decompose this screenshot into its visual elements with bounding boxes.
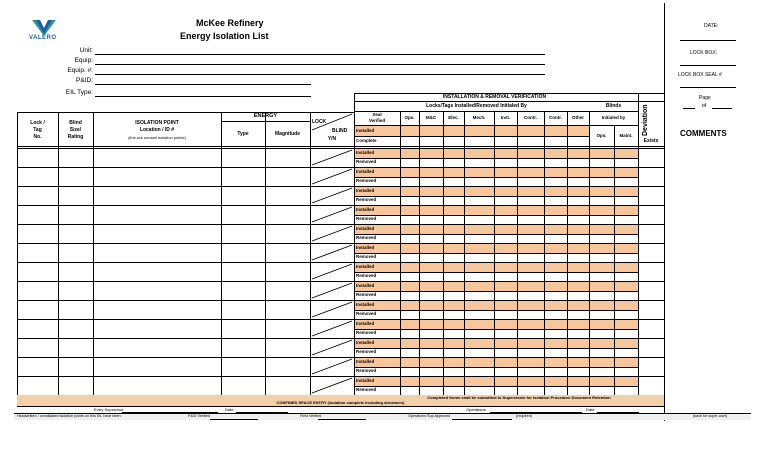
installed-label: Installed bbox=[356, 245, 375, 250]
blinds-initialed-header: Initialed by bbox=[601, 115, 626, 120]
table-cell-input[interactable] bbox=[639, 244, 664, 262]
table-cell-input[interactable] bbox=[59, 168, 93, 186]
craft-header: Elec. bbox=[448, 115, 459, 120]
installed-label: Installed bbox=[356, 359, 375, 364]
deviation-header: Deviation bbox=[642, 104, 649, 136]
installed-shade-row bbox=[401, 358, 638, 367]
mid-row-rule bbox=[354, 196, 638, 197]
installed-label: Installed bbox=[356, 226, 375, 231]
table-cell-input[interactable] bbox=[18, 282, 58, 300]
installed-label: Installed bbox=[356, 302, 375, 307]
lock-blind-row-diagonal[interactable] bbox=[310, 167, 354, 186]
table-cell-input[interactable] bbox=[59, 301, 93, 319]
removed-label: Removed bbox=[356, 235, 377, 240]
table-cell-input[interactable] bbox=[639, 149, 664, 167]
mid-row-rule bbox=[354, 234, 638, 235]
header-craft-installed-cell bbox=[545, 126, 567, 136]
blind-col-header: Maint. bbox=[619, 133, 633, 138]
installed-shade-row bbox=[401, 168, 638, 177]
table-cell-input[interactable] bbox=[59, 187, 93, 205]
table-cell-input[interactable] bbox=[94, 225, 221, 243]
lock-blind-row-diagonal[interactable] bbox=[310, 243, 354, 262]
table-cell-input[interactable] bbox=[639, 206, 664, 224]
lock-blind-row-diagonal[interactable] bbox=[310, 300, 354, 319]
table-cell-input[interactable] bbox=[266, 339, 310, 357]
bottom-band bbox=[14, 413, 751, 420]
installed-label: Installed bbox=[356, 340, 375, 345]
table-cell-input[interactable] bbox=[59, 339, 93, 357]
page-subtitle: Energy Isolation List bbox=[180, 31, 269, 41]
table-cell-input[interactable] bbox=[94, 206, 221, 224]
table-cell-input[interactable] bbox=[94, 244, 221, 262]
page-total-line bbox=[712, 108, 732, 109]
table-cell-input[interactable] bbox=[266, 358, 310, 376]
bottom-note: Handwritten / unvalidated isolation points on this EIL have been: bbox=[17, 414, 122, 418]
table-cell-input[interactable] bbox=[18, 358, 58, 376]
page-label: Page bbox=[699, 95, 711, 101]
table-cell-input[interactable] bbox=[59, 282, 93, 300]
seal-verified-header: Seal bbox=[372, 112, 382, 117]
installed-label: Installed bbox=[356, 150, 375, 155]
installed-shade-row bbox=[401, 301, 638, 310]
header-craft-installed-cell bbox=[518, 126, 544, 136]
mid-row-rule bbox=[354, 310, 638, 311]
lock-tag-header: Tag bbox=[33, 127, 42, 133]
field-label: Unit: bbox=[79, 47, 93, 54]
installed-label: Installed bbox=[356, 378, 375, 383]
installed-shade-row bbox=[401, 377, 638, 386]
table-cell-input[interactable] bbox=[18, 377, 58, 395]
table-cell-input[interactable] bbox=[266, 377, 310, 395]
blind-col-header: Ops. bbox=[596, 133, 607, 138]
bottom-note: Operations Sup Approved bbox=[408, 414, 451, 418]
date-line bbox=[680, 40, 736, 41]
table-cell-input[interactable] bbox=[94, 320, 221, 338]
locks-tags-header: Locks/Tags Installed/Removed Initialed By bbox=[426, 103, 527, 109]
install-title-rule bbox=[354, 101, 664, 102]
table-cell-input[interactable] bbox=[18, 149, 58, 167]
blind-header: BLIND bbox=[332, 128, 348, 134]
installed-shade-row bbox=[401, 149, 638, 158]
removed-label: Removed bbox=[356, 311, 377, 316]
table-cell-input[interactable] bbox=[266, 225, 310, 243]
table-cell-input[interactable] bbox=[222, 282, 265, 300]
craft-header: Inst. bbox=[500, 115, 511, 120]
lock-blind-row-diagonal[interactable] bbox=[310, 357, 354, 376]
field-input-line[interactable] bbox=[95, 74, 545, 75]
removed-label: Removed bbox=[356, 292, 377, 297]
lock-blind-row-diagonal[interactable] bbox=[310, 224, 354, 243]
table-cell-input[interactable] bbox=[639, 225, 664, 243]
mid-row-rule bbox=[354, 348, 638, 349]
installed-shade-row bbox=[401, 282, 638, 291]
table-cell-input[interactable] bbox=[18, 263, 58, 281]
ops-sup-approved-line[interactable] bbox=[452, 419, 512, 420]
lock-tag-header: Lock / bbox=[30, 120, 45, 126]
table-cell-input[interactable] bbox=[266, 301, 310, 319]
bottom-note: P&ID Verified bbox=[188, 414, 210, 418]
header-craft-installed-cell bbox=[465, 126, 494, 136]
field-label: Equip: bbox=[74, 57, 93, 64]
installed-shade-row bbox=[401, 225, 638, 234]
removed-label: Removed bbox=[356, 273, 377, 278]
table-cell-input[interactable] bbox=[639, 320, 664, 338]
installed-shade-row bbox=[401, 320, 638, 329]
craft-header: Contr. bbox=[549, 115, 562, 120]
installed-shade-row bbox=[401, 263, 638, 272]
table-cell-input[interactable] bbox=[59, 358, 93, 376]
strike-note: (line-out unused isolation points) bbox=[128, 135, 186, 140]
table-cell-input[interactable] bbox=[266, 187, 310, 205]
table-cell-input[interactable] bbox=[94, 263, 221, 281]
mid-row-rule bbox=[354, 291, 638, 292]
lock-blind-row-diagonal[interactable] bbox=[310, 205, 354, 224]
removed-label: Removed bbox=[356, 368, 377, 373]
table-cell-input[interactable] bbox=[222, 225, 265, 243]
energy-magnitude-header: Magnitude bbox=[275, 131, 300, 137]
lock-blind-row-diagonal[interactable] bbox=[310, 338, 354, 357]
table-cell-input[interactable] bbox=[639, 339, 664, 357]
lock-blind-row-diagonal[interactable] bbox=[310, 281, 354, 300]
table-cell-input[interactable] bbox=[18, 244, 58, 262]
table-cell-input[interactable] bbox=[59, 225, 93, 243]
field-verified-line[interactable] bbox=[318, 419, 366, 420]
operations-label: Operations bbox=[466, 407, 486, 412]
field-input-line[interactable] bbox=[95, 84, 311, 85]
mid-row-rule bbox=[354, 215, 638, 216]
lockbox-line bbox=[680, 65, 736, 66]
table-cell-input[interactable] bbox=[266, 168, 310, 186]
field-input-line[interactable] bbox=[95, 54, 545, 55]
field-input-line[interactable] bbox=[95, 64, 545, 65]
table-cell-input[interactable] bbox=[94, 377, 221, 395]
table-cell-input[interactable] bbox=[18, 187, 58, 205]
table-cell-input[interactable] bbox=[639, 377, 664, 395]
table-cell-input[interactable] bbox=[222, 377, 265, 395]
pid-verified-line[interactable] bbox=[210, 419, 258, 420]
header-craft-installed-cell bbox=[568, 126, 589, 136]
installed-label: Installed bbox=[356, 283, 375, 288]
table-cell-input[interactable] bbox=[266, 320, 310, 338]
table-cell-input[interactable] bbox=[639, 187, 664, 205]
table-cell-input[interactable] bbox=[266, 244, 310, 262]
table-cell-input[interactable] bbox=[94, 339, 221, 357]
craft-header: Ops. bbox=[404, 115, 415, 120]
lock-blind-row-diagonal[interactable] bbox=[310, 186, 354, 205]
table-cell-input[interactable] bbox=[94, 358, 221, 376]
lockbox-seal-label: LOCK BOX SEAL # bbox=[678, 72, 722, 78]
removed-label: Removed bbox=[356, 197, 377, 202]
bottom-note: (save for super-user) bbox=[693, 414, 728, 418]
header-craft-installed-cell bbox=[495, 126, 517, 136]
lock-blind-row-diagonal[interactable] bbox=[310, 376, 354, 395]
removed-label: Removed bbox=[356, 349, 377, 354]
removed-label: Removed bbox=[356, 254, 377, 259]
mid-row-rule bbox=[354, 386, 638, 387]
lockbox-seal-line bbox=[680, 87, 736, 88]
install-removal-header: INSTALLATION & REMOVAL VERIFICATION bbox=[442, 94, 547, 100]
table-cell-input[interactable] bbox=[59, 206, 93, 224]
table-cell-input[interactable] bbox=[222, 301, 265, 319]
mid-row-rule bbox=[354, 272, 638, 273]
yn-header: Y/N bbox=[327, 136, 337, 142]
table-cell-input[interactable] bbox=[222, 149, 265, 167]
table-cell-input[interactable] bbox=[18, 320, 58, 338]
table-cell-input[interactable] bbox=[639, 282, 664, 300]
field-label: P&ID: bbox=[76, 77, 93, 84]
table-cell-input[interactable] bbox=[94, 149, 221, 167]
blinds-header: Blinds bbox=[605, 103, 622, 109]
table-cell-input[interactable] bbox=[222, 320, 265, 338]
table-cell-input[interactable] bbox=[59, 244, 93, 262]
removed-label: Removed bbox=[356, 178, 377, 183]
table-cell-input[interactable] bbox=[222, 187, 265, 205]
mid-row-rule bbox=[354, 329, 638, 330]
table-cell-input[interactable] bbox=[222, 263, 265, 281]
energy-type-header: Type bbox=[237, 131, 249, 137]
table-cell-input[interactable] bbox=[59, 263, 93, 281]
mid-row-rule bbox=[354, 367, 638, 368]
installed-shade-row bbox=[401, 339, 638, 348]
craft-header: Contr. bbox=[524, 115, 537, 120]
comments-heading: COMMENTS bbox=[680, 129, 727, 138]
blind-size-header: Rating bbox=[67, 134, 84, 140]
table-cell-input[interactable] bbox=[59, 377, 93, 395]
valero-logo bbox=[28, 18, 60, 44]
removed-label: Removed bbox=[356, 330, 377, 335]
mid-row-rule bbox=[354, 158, 638, 159]
complete-row-rule bbox=[400, 136, 589, 137]
complete-header-label: Complete bbox=[356, 138, 377, 143]
field-input-line[interactable] bbox=[95, 96, 311, 97]
table-cell-input[interactable] bbox=[94, 187, 221, 205]
table-cell-input[interactable] bbox=[266, 282, 310, 300]
table-cell-input[interactable] bbox=[222, 339, 265, 357]
table-cell-input[interactable] bbox=[266, 149, 310, 167]
craft-header: Mech. bbox=[472, 115, 486, 120]
page-number-line bbox=[683, 108, 695, 109]
mid-row-rule bbox=[354, 253, 638, 254]
table-cell-input[interactable] bbox=[18, 339, 58, 357]
of-label: of bbox=[702, 103, 707, 109]
table-cell-input[interactable] bbox=[266, 263, 310, 281]
header-craft-installed-cell bbox=[401, 126, 419, 136]
table-cell-input[interactable] bbox=[18, 168, 58, 186]
table-cell-input[interactable] bbox=[94, 282, 221, 300]
table-cell-input[interactable] bbox=[18, 225, 58, 243]
table-cell-input[interactable] bbox=[639, 301, 664, 319]
table-cell-input[interactable] bbox=[266, 206, 310, 224]
table-cell-input[interactable] bbox=[639, 263, 664, 281]
confined-space-entry: CONFINED SPACE ENTRY (Isolation complete including streamers) bbox=[276, 400, 405, 405]
blind-size-header: Blind bbox=[69, 120, 82, 126]
ops-date-label: Date bbox=[586, 407, 595, 412]
table-cell-input[interactable] bbox=[59, 320, 93, 338]
table-cell-input[interactable] bbox=[222, 244, 265, 262]
isolation-point-header: ISOLATION POINT bbox=[135, 120, 179, 126]
field-label: EIL Type: bbox=[65, 89, 93, 96]
installed-header-label: Installed bbox=[356, 128, 375, 133]
craft-header: Other bbox=[571, 115, 584, 120]
entry-supervisor-label: Entry Supervisor bbox=[94, 407, 124, 412]
installed-shade-row bbox=[401, 244, 638, 253]
installed-shade-row bbox=[401, 206, 638, 215]
removed-label: Removed bbox=[356, 216, 377, 221]
seal-verified-header: Verified bbox=[368, 118, 386, 123]
installed-label: Installed bbox=[356, 321, 375, 326]
lockbox-label: LOCK BOX: bbox=[690, 50, 717, 56]
header-craft-installed-cell bbox=[420, 126, 443, 136]
energy-header: ENERGY bbox=[253, 113, 278, 119]
table-cell-input[interactable] bbox=[222, 206, 265, 224]
removed-label: Removed bbox=[356, 387, 377, 392]
column-rule bbox=[664, 93, 665, 395]
table-cell-input[interactable] bbox=[94, 301, 221, 319]
locks-tags-rule bbox=[354, 111, 638, 112]
table-cell-input[interactable] bbox=[639, 168, 664, 186]
location-header: Location / ID # bbox=[139, 127, 175, 133]
craft-header: M&C bbox=[425, 115, 437, 120]
lock-blind-row-diagonal[interactable] bbox=[310, 262, 354, 281]
bottom-note: (required) bbox=[516, 414, 532, 418]
header-craft-installed-cell bbox=[444, 126, 464, 136]
logo-wordmark: VALERO bbox=[29, 35, 57, 41]
lock-blind-row-diagonal[interactable] bbox=[310, 319, 354, 338]
exists-header: Exists bbox=[643, 138, 659, 144]
table-cell-input[interactable] bbox=[639, 358, 664, 376]
bottom-note: Field Verified bbox=[300, 414, 322, 418]
installed-shade-row bbox=[401, 187, 638, 196]
page-title: McKee Refinery bbox=[196, 18, 264, 28]
installed-label: Installed bbox=[356, 169, 375, 174]
blind-size-header: Size/ bbox=[69, 127, 82, 133]
field-label: Equip. #: bbox=[67, 67, 93, 74]
installed-label: Installed bbox=[356, 207, 375, 212]
lock-tag-header: No. bbox=[33, 134, 42, 140]
entry-date-label: Date bbox=[225, 407, 234, 412]
mid-row-rule bbox=[354, 177, 638, 178]
removed-label: Removed bbox=[356, 159, 377, 164]
date-label: DATE: bbox=[704, 23, 719, 29]
lock-blind-row-diagonal[interactable] bbox=[310, 148, 354, 167]
header-top-rule bbox=[17, 112, 354, 113]
bottom-band-rule bbox=[14, 413, 751, 414]
table-cell-input[interactable] bbox=[18, 301, 58, 319]
table-cell-input[interactable] bbox=[59, 149, 93, 167]
table-cell-input[interactable] bbox=[222, 168, 265, 186]
table-cell-input[interactable] bbox=[222, 358, 265, 376]
table-cell-input[interactable] bbox=[18, 206, 58, 224]
lock-header: LOCK bbox=[312, 119, 327, 125]
table-cell-input[interactable] bbox=[94, 168, 221, 186]
installed-label: Installed bbox=[356, 264, 375, 269]
installed-label: Installed bbox=[356, 188, 375, 193]
completed-note: Completed forms shall be submitted to Supervision for Isolation Procedure Document Retention bbox=[427, 394, 611, 400]
